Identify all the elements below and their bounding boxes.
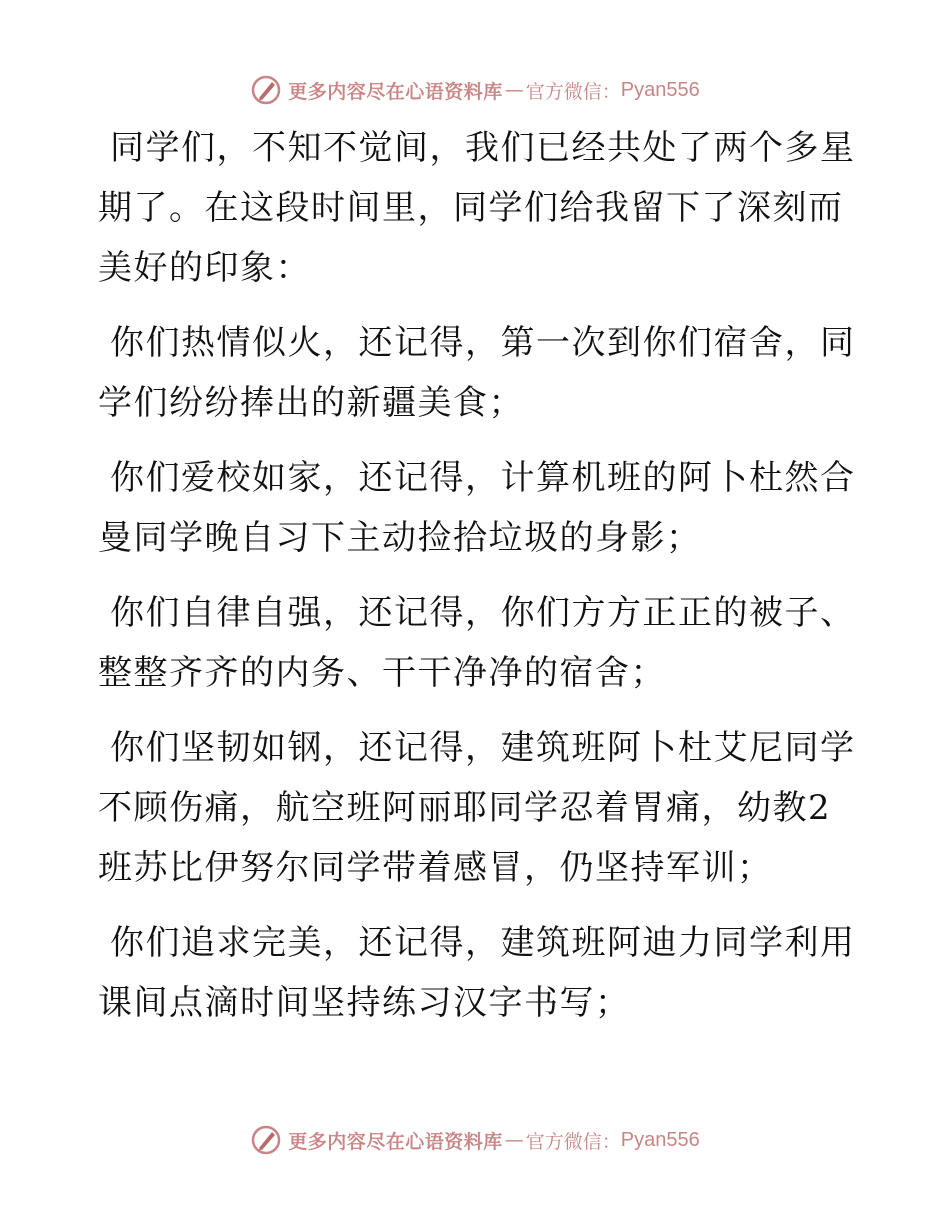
paragraph-self-discipline: 你们自律自强，还记得，你们方方正正的被子、整整齐齐的内务、干干净净的宿舍； xyxy=(98,593,856,693)
banner-wechat-id: Pyan556 xyxy=(620,1128,700,1151)
paragraph-perfection: 你们追求完美，还记得，建筑班阿迪力同学利用课间点滴时间坚持练习汉字书写； xyxy=(98,923,856,1023)
banner-official-label: 官方微信： xyxy=(525,80,621,103)
banner-separator: — xyxy=(504,1129,524,1151)
footer-banner xyxy=(0,1120,950,1160)
banner-wechat-id: Pyan556 xyxy=(620,78,700,101)
header-banner xyxy=(0,70,950,110)
banner-official-label: 官方微信： xyxy=(525,1130,621,1153)
document-body xyxy=(98,118,858,1048)
banner-main-text: 更多内容尽在心语资料库 xyxy=(288,1130,503,1153)
banner-separator: — xyxy=(504,79,524,101)
quill-pen-logo-icon xyxy=(250,74,282,106)
banner-main-text: 更多内容尽在心语资料库 xyxy=(288,80,503,103)
paragraph-love-school: 你们爱校如家，还记得，计算机班的阿卜杜然合曼同学晚自习下主动捡拾垃圾的身影； xyxy=(98,458,856,558)
paragraph-intro: 同学们，不知不觉间，我们已经共处了两个多星期了。在这段时间里，同学们给我留下了深刻而美好的印象： xyxy=(98,128,856,288)
paragraph-warm: 你们热情似火，还记得，第一次到你们宿舍，同学们纷纷捧出的新疆美食； xyxy=(98,323,856,423)
quill-pen-logo-icon xyxy=(250,1124,282,1156)
paragraph-tenacity: 你们坚韧如钢，还记得，建筑班阿卜杜艾尼同学不顾伤痛，航空班阿丽耶同学忍着胃痛，幼教2班苏比伊努尔同学带着感冒，仍坚持军训； xyxy=(98,728,856,888)
